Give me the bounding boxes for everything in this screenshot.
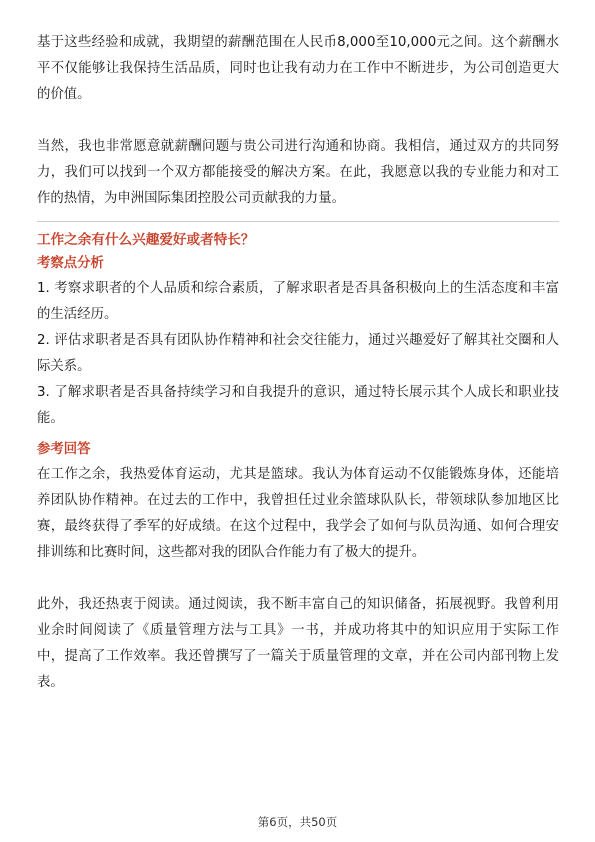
paragraph-gap (37, 566, 559, 592)
answer-label: 参考回答 (37, 442, 91, 457)
section-divider (37, 221, 559, 222)
answer-paragraph-reading: 此外，我还热衷于阅读。通过阅读，我不断丰富自己的知识储备，拓展视野。我曾利用业余时间阅读了《质量管理方法与工具》一书，并成功将其中的知识应用于实际工作中，提高了工作效率。我还曾撰写了一篇关于质量管理的文章，并在公司内部刊物上发表。 (37, 597, 559, 690)
document-page (37, 30, 559, 696)
analysis-item-2: 2. 评估求职者是否具有团队协作精神和社会交往能力，通过兴趣爱好了解其社交圈和人际关系。 (37, 333, 559, 374)
salary-paragraph: 基于这些经验和成就，我期望的薪酬范围在人民币8,000至10,000元之间。这个薪酬水平不仅能够让我保持生活品质，同时也让我有动力在工作中不断进步，为公司创造更大的价值。 (37, 35, 559, 102)
analysis-item-1: 1. 考察求职者的个人品质和综合素质，了解求职者是否具备积极向上的生活态度和丰富的生活经历。 (37, 281, 559, 322)
question-heading: 工作之余有什么兴趣爱好或者特长？ (37, 232, 255, 248)
analysis-label: 考察点分析 (37, 256, 104, 271)
answer-paragraph-basketball: 在工作之余，我热爱体育运动，尤其是篮球。我认为体育运动不仅能锻炼身体，还能培养团队协作精神。在过去的工作中，我曾担任过业余篮球队队长，带领球队参加地区比赛，最终获得了季军的好成绩。在这个过程中，我学会了如何与队员沟通、如何合理安排训练和比赛时间，这些都对我的团队合作能力有了极大的提升。 (37, 467, 559, 560)
negotiation-paragraph: 当然，我也非常愿意就薪酬问题与贵公司进行沟通和协商。我相信，通过双方的共同努力，我们可以找到一个双方都能接受的解决方案。在此，我愿意以我的专业能力和对工作的热情，为申洲国际集团控股公司贡献我的力量。 (37, 139, 559, 206)
analysis-item-3: 3. 了解求职者是否具备持续学习和自我提升的意识，通过特长展示其个人成长和职业技能。 (37, 385, 559, 426)
paragraph-gap (37, 108, 559, 134)
page-footer: 第6页，共50页 (257, 815, 338, 829)
